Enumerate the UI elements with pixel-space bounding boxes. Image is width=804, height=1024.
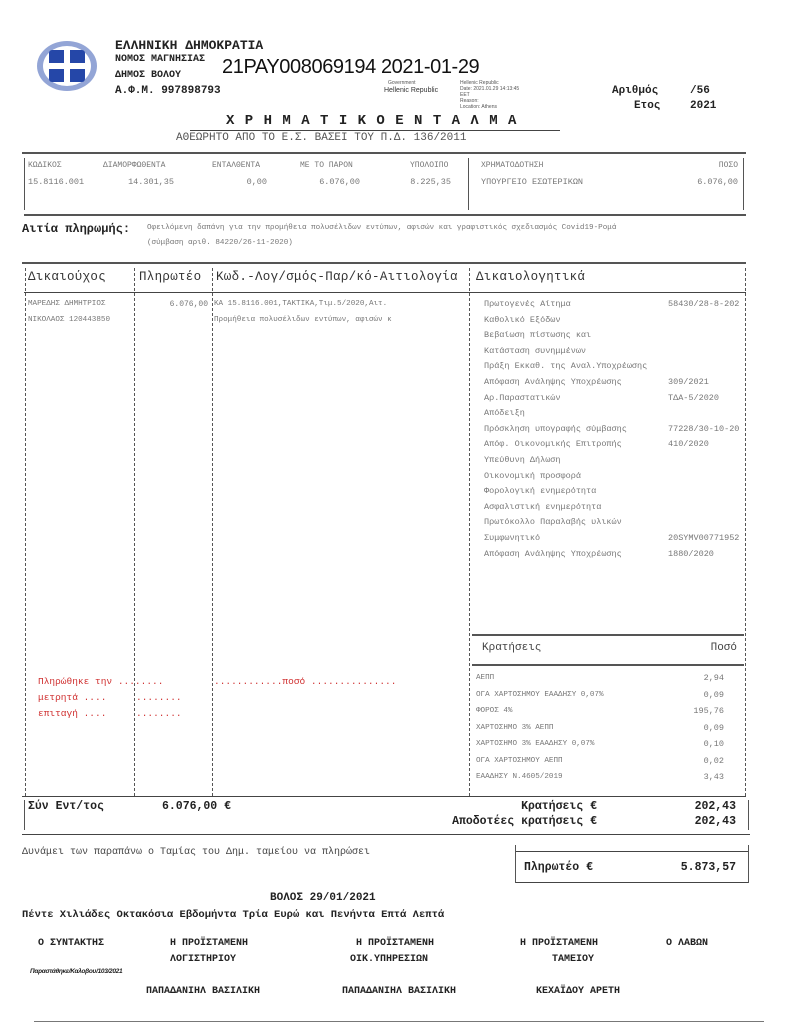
number-label: Αριθμός <box>612 85 659 97</box>
deduction-item <box>476 687 738 704</box>
total-label: Σύν Εντ/τος <box>28 800 104 813</box>
payable-amount: 6.076,00 <box>169 300 208 309</box>
deduction-value: 3,43 <box>703 772 724 782</box>
border <box>468 158 469 210</box>
deductions-list <box>476 670 738 786</box>
document-item <box>484 531 746 547</box>
header-payable: Πληρωτέο <box>139 270 202 284</box>
total-value: 6.076,00 € <box>162 800 232 813</box>
document-value: 77228/30-10-20 <box>668 423 740 434</box>
deduction-item <box>476 769 738 786</box>
document-item <box>484 515 746 531</box>
deductions-amount-header: Ποσό <box>710 642 737 654</box>
document-name: Απόφαση Ανάληψης Υποχρέωσης <box>484 376 622 387</box>
budget-ordered: 0,00 <box>246 177 267 187</box>
document-item <box>484 406 746 422</box>
year-label: Ετος <box>634 100 661 112</box>
role-treasury-dept: ΤΑΜΕΙΟΥ <box>552 954 595 965</box>
document-item <box>484 313 746 329</box>
signature-detail: Location: Athens <box>460 104 497 110</box>
signature-detail: Hellenic Republic <box>460 80 499 86</box>
divider <box>472 664 744 666</box>
paid-cheque-dots: ........ <box>136 708 182 719</box>
remittable-value: 202,43 <box>694 815 736 828</box>
document-item <box>484 484 746 500</box>
border <box>743 158 744 210</box>
signature-detail: Reason: <box>460 98 479 104</box>
header-documents: Δικαιολογητικά <box>476 270 586 284</box>
signature-republic: Hellenic Republic <box>384 87 439 94</box>
document-name: Πρωτογενές Αίτημα <box>484 299 571 309</box>
payment-reason-contract: (σύμβαση αριθ. 84220/26-11-2020) <box>147 239 293 247</box>
document-item <box>484 453 746 469</box>
deduction-name: ΧΑΡΤΟΣΗΜΟ 3% ΑΕΠΠ <box>476 723 554 732</box>
deduction-name: ΕΑΑΔΗΣΥ Ν.4605/2019 <box>476 773 563 781</box>
divider <box>34 1021 764 1022</box>
document-name: Πρόσκληση υπογραφής σύμβασης <box>484 423 627 434</box>
role-treasury-name: ΚΕΧΑΪΔΟΥ ΑΡΕΤΗ <box>536 986 621 997</box>
document-name: Πράξη Εκκαθ. της Αναλ.Υποχρέωσης <box>484 361 648 372</box>
amount-in-words: Πέντε Χιλιάδες Οκτακόσια Εβδομήντα Τρία Ευρώ και Πενήντα Επτά Λεπτά <box>22 909 445 921</box>
header-code: ΚΩΔΙΚΟΣ <box>28 161 62 170</box>
document-item <box>484 547 746 563</box>
divider <box>516 882 748 883</box>
funding-amount: 6.076,00 <box>697 177 738 187</box>
beneficiary-name: ΜΑΡΕΔΗΣ ΔΗΜΗΤΡΙΟΣ <box>28 300 106 308</box>
deduction-value: 0,09 <box>703 689 724 700</box>
digital-signature-box <box>384 80 520 112</box>
documents-list <box>484 297 746 562</box>
funding-source: ΥΠΟΥΡΓΕΙΟ ΕΣΩΤΕΡΙΚΩΝ <box>481 177 584 187</box>
signature-detail: Date: 2021.01.29 14:13:45 <box>460 86 520 92</box>
payment-reason-label: Αιτία πληρωμής: <box>22 222 131 236</box>
code-line-1: ΚΑ 15.8116.001,ΤΑΚΤΙΚΑ,Τιμ.5/2020,Αιτ. <box>214 300 388 308</box>
header-current: ΜΕ ΤΟ ΠΑΡΟΝ <box>300 161 353 170</box>
document-name: Συμφωνητικό <box>484 532 541 543</box>
deduction-value: 0,09 <box>703 722 724 733</box>
beneficiary-id: ΝΙΚΟΛΑΟΣ 120443850 <box>28 316 111 324</box>
divider <box>472 634 744 636</box>
code-line-2: Προμήθεια πολυσέλιδων εντύπων, αφισών κ <box>214 316 392 324</box>
document-value: 309/2021 <box>668 376 709 387</box>
deduction-value: 0,02 <box>703 755 724 766</box>
header-balance: ΥΠΟΛΟΙΠΟ <box>410 161 449 170</box>
paid-cash-dots: ........ <box>136 692 182 703</box>
document-item <box>484 344 746 360</box>
document-value: 20SYMV00771952 <box>668 532 740 543</box>
paid-date-note: Πληρώθηκε την ........ <box>38 676 164 687</box>
border <box>24 158 25 210</box>
role-accounting-name: ΠΑΠΑΔΑΝΙΗΛ ΒΑΣΙΛΙΚΗ <box>146 986 261 997</box>
deduction-value: 195,76 <box>693 706 724 716</box>
deduction-name: ΦΟΡΟΣ 4% <box>476 707 513 715</box>
national-emblem <box>36 40 98 92</box>
budget-current: 6.076,00 <box>319 177 360 187</box>
deduction-item <box>476 703 738 720</box>
prefecture-name: ΝΟΜΟΣ ΜΑΓΝΗΣΙΑΣ <box>115 54 206 65</box>
document-title: Χ Ρ Η Μ Α Τ Ι Κ Ο Ε Ν Τ Α Λ Μ Α <box>226 113 518 129</box>
document-name: Αρ.Παραστατικών <box>484 392 561 403</box>
header-code-description: Κωδ.-Λογ/σμός-Παρ/κό-Αιτιολογία <box>216 270 458 284</box>
net-payable-label: Πληρωτέο € <box>524 861 594 874</box>
role-author-title: Ο ΣΥΝΤΑΚΤΗΣ <box>38 938 105 949</box>
document-name: Απόδειξη <box>484 408 525 419</box>
deduction-name: ΟΓΑ ΧΑΡΤΟΣΗΜΟΥ ΑΕΠΠ <box>476 756 563 765</box>
number-value: /56 <box>690 85 710 97</box>
document-name: Πρωτόκολλο Παραλαβής υλικών <box>484 517 622 528</box>
place-date: ΒΟΛΟΣ 29/01/2021 <box>270 892 376 904</box>
document-name: Υπεύθυνη Δήλωση <box>484 454 561 465</box>
header-funding: ΧΡΗΜΑΤΟΔΟΤΗΣΗ <box>481 161 544 170</box>
header-formed: ΔΙΑΜΟΡΦΩΘΕΝΤΑ <box>103 161 166 170</box>
paid-cash-note: μετρητά .... <box>38 692 107 703</box>
remittable-label: Αποδοτέες κρατήσεις € <box>452 815 597 828</box>
budget-code: 15.8116.001 <box>28 177 85 187</box>
document-name: Οικονομική προσφορά <box>484 470 581 481</box>
deduction-value: 2,94 <box>703 673 724 683</box>
country-name: ΕΛΛΗΝΙΚΗ ΔΗΜΟΚΡΑΤΙΑ <box>115 38 264 53</box>
deduction-item <box>476 670 738 687</box>
signature-detail: EET <box>460 92 470 98</box>
paid-cheque-note: επιταγή .... <box>38 708 107 719</box>
paid-amount-note: ............ποσό ............... <box>214 676 397 687</box>
divider <box>24 214 746 216</box>
deductions-total-label: Κρατήσεις € <box>521 800 597 813</box>
document-name: Κατάσταση συνημμένων <box>484 345 587 356</box>
year-value: 2021 <box>690 100 717 112</box>
municipality-name: ΔΗΜΟΣ ΒΟΛΟΥ <box>115 70 182 81</box>
document-item <box>484 391 746 407</box>
header-ordered: ΕΝΤΑΛΘΕΝΤΑ <box>212 161 261 170</box>
title-underline <box>190 130 560 131</box>
border <box>748 800 749 830</box>
header-amount: ΠΟΣΟ <box>718 161 738 170</box>
document-item <box>484 437 746 453</box>
payment-reason-text: Οφειλόμενη δαπάνη για την προμήθεια πολυσέλιδων εντύπων, αφισών και γραφιστικός σχεδιασμός Covid19-Ρομά <box>147 224 617 232</box>
document-item <box>484 469 746 485</box>
divider <box>22 796 746 797</box>
deduction-item <box>476 753 738 770</box>
divider <box>22 262 746 264</box>
deduction-name: ΧΑΡΤΟΣΗΜΟ 3% ΕΑΑΔΗΣΥ 0,07% <box>476 740 595 748</box>
document-value: 1880/2020 <box>668 548 714 559</box>
document-value: ΤΔΑ-5/2020 <box>668 392 720 403</box>
divider <box>22 834 750 835</box>
role-finance-name: ΠΑΠΑΔΑΝΙΗΛ ΒΑΣΙΛΙΚΗ <box>342 986 457 997</box>
divider <box>22 152 746 154</box>
document-item <box>484 422 746 438</box>
document-name: Ασφαλιστική ενημερότητα <box>484 501 602 512</box>
author-overlay: Παραστάθηκε/Καλοβου/103/2021 <box>30 968 123 975</box>
document-name: Φορολογική ενημερότητα <box>484 486 597 497</box>
column-line <box>25 268 26 796</box>
document-name: Απόφαση Ανάληψης Υποχρέωσης <box>484 548 622 559</box>
deduction-value: 0,10 <box>703 739 724 749</box>
role-accounting-dept: ΛΟΓΙΣΤΗΡΙΟΥ <box>170 954 237 965</box>
document-subtitle: ΑΘΕΩΡΗΤΟ ΑΠΟ ΤΟ Ε.Σ. ΒΑΣΕΙ ΤΟΥ Π.Δ. 136/2011 <box>176 132 467 144</box>
budget-balance: 8.225,35 <box>410 177 451 187</box>
document-item <box>484 328 746 344</box>
role-treasury-title: Η ΠΡΟΪΣΤΑΜΕΝΗ <box>520 938 599 949</box>
tax-id: Α.Φ.Μ. 997898793 <box>115 85 221 97</box>
document-item <box>484 500 746 516</box>
role-finance-title: Η ΠΡΟΪΣΤΑΜΕΝΗ <box>356 938 435 949</box>
deductions-header: Κρατήσεις <box>482 642 542 654</box>
budget-formed: 14.301,35 <box>128 177 174 187</box>
deduction-name: ΟΓΑ ΧΑΡΤΟΣΗΜΟΥ ΕΑΑΔΗΣΥ 0,07% <box>476 690 604 699</box>
deduction-item <box>476 720 738 737</box>
payment-instruction: Δυνάμει των παραπάνω ο Ταμίας του Δημ. ταμείου να πληρώσει <box>22 847 371 858</box>
document-item <box>484 297 746 313</box>
document-name: Καθολικό Εξόδων <box>484 314 561 325</box>
divider <box>516 851 748 852</box>
deduction-name: ΑΕΠΠ <box>476 674 495 682</box>
border <box>24 800 25 830</box>
role-finance-dept: ΟΙΚ.ΥΠΗΡΕΣΙΩΝ <box>350 954 429 965</box>
deductions-total-value: 202,43 <box>694 800 736 813</box>
signature-issuer: Government <box>388 80 416 86</box>
document-value: 58430/28-8-202 <box>668 299 740 309</box>
document-name: Βεβαίωση πίστωσης και <box>484 330 592 341</box>
header-beneficiary: Δικαιούχος <box>28 270 107 284</box>
border <box>515 845 516 883</box>
border <box>748 845 749 883</box>
document-name: Απόφ. Οικονομικής Επιτροπής <box>484 439 622 450</box>
document-item <box>484 375 746 391</box>
document-value: 410/2020 <box>668 439 709 450</box>
role-accounting-title: Η ΠΡΟΪΣΤΑΜΕΝΗ <box>170 938 249 949</box>
document-item <box>484 359 746 375</box>
net-payable-value: 5.873,57 <box>680 861 736 874</box>
column-line <box>134 268 135 796</box>
ada-stamp: 21PAY008069194 2021-01-29 <box>222 56 480 78</box>
divider <box>24 292 746 293</box>
deduction-item <box>476 736 738 753</box>
role-receiver-title: Ο ΛΑΒΩΝ <box>666 938 709 949</box>
column-line <box>212 268 213 796</box>
column-line <box>469 268 470 796</box>
